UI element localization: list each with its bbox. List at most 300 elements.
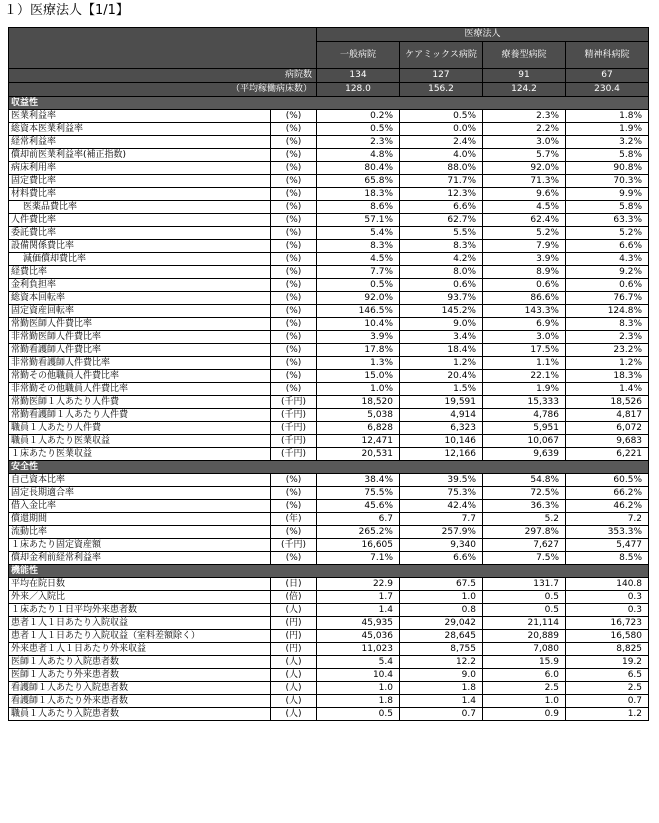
value-cell: 4.5% (317, 253, 400, 266)
table-row (9, 201, 649, 214)
value-cell: 0.5 (483, 591, 566, 604)
value-cell: 16,723 (566, 617, 649, 630)
table-row (9, 448, 649, 461)
value-cell: 15,333 (483, 396, 566, 409)
row-unit: (%) (271, 487, 317, 500)
value-cell: 124.8% (566, 305, 649, 318)
value-cell: 9.6% (483, 188, 566, 201)
table-row (9, 513, 649, 526)
header-group-label: 医療法人 (317, 28, 649, 42)
header-group-row (9, 28, 649, 42)
row-label: 固定費比率 (9, 175, 271, 188)
value-cell: 46.2% (566, 500, 649, 513)
value-cell: 1.4 (400, 695, 483, 708)
value-cell: 8.5% (566, 552, 649, 565)
value-cell: 0.8 (400, 604, 483, 617)
row-label: 償却前医業利益率(補正指数) (9, 149, 271, 162)
row-label: 固定資産回転率 (9, 305, 271, 318)
value-cell: 1.0 (483, 695, 566, 708)
section-header-row (9, 565, 649, 578)
value-cell: 6.6% (400, 552, 483, 565)
value-cell: 3.4% (400, 331, 483, 344)
value-cell: 7,080 (483, 643, 566, 656)
value-cell: 19.2 (566, 656, 649, 669)
table-row (9, 526, 649, 539)
row-unit: (%) (271, 500, 317, 513)
row-unit: (%) (271, 305, 317, 318)
value-cell: 297.8% (483, 526, 566, 539)
value-cell: 10.4% (317, 318, 400, 331)
table-row (9, 552, 649, 565)
avg-beds-value: 156.2 (400, 83, 483, 97)
table-body (9, 28, 649, 721)
row-label: 委託費比率 (9, 227, 271, 240)
value-cell: 4,817 (566, 409, 649, 422)
row-label: 経費比率 (9, 266, 271, 279)
row-unit: (人) (271, 708, 317, 721)
value-cell: 2.5 (566, 682, 649, 695)
row-label: 金利負担率 (9, 279, 271, 292)
value-cell: 17.5% (483, 344, 566, 357)
value-cell: 0.6% (483, 279, 566, 292)
value-cell: 63.3% (566, 214, 649, 227)
row-label: 常勤看護師人件費比率 (9, 344, 271, 357)
value-cell: 92.0% (483, 162, 566, 175)
value-cell: 6,221 (566, 448, 649, 461)
value-cell: 145.2% (400, 305, 483, 318)
table-row (9, 227, 649, 240)
value-cell: 1.8 (400, 682, 483, 695)
value-cell: 18,520 (317, 396, 400, 409)
value-cell: 20,531 (317, 448, 400, 461)
table-row (9, 136, 649, 149)
table-row (9, 604, 649, 617)
value-cell: 2.3% (483, 110, 566, 123)
value-cell: 9,639 (483, 448, 566, 461)
row-unit: (年) (271, 513, 317, 526)
table-row (9, 370, 649, 383)
table-row (9, 708, 649, 721)
value-cell: 0.5 (317, 708, 400, 721)
section-title: 機能性 (9, 565, 649, 578)
value-cell: 8.9% (483, 266, 566, 279)
value-cell: 62.4% (483, 214, 566, 227)
value-cell: 6.0 (483, 669, 566, 682)
value-cell: 1.9% (566, 123, 649, 136)
table-row (9, 110, 649, 123)
table-row (9, 396, 649, 409)
row-unit: (%) (271, 123, 317, 136)
value-cell: 12,166 (400, 448, 483, 461)
row-unit: (%) (271, 526, 317, 539)
row-unit: (千円) (271, 409, 317, 422)
row-label: 平均在院日数 (9, 578, 271, 591)
row-unit: (%) (271, 162, 317, 175)
row-label: 常勤医師１人あたり人件費 (9, 396, 271, 409)
row-label: 流動比率 (9, 526, 271, 539)
value-cell: 6.9% (483, 318, 566, 331)
row-unit: (%) (271, 370, 317, 383)
value-cell: 4.3% (566, 253, 649, 266)
value-cell: 5.2% (483, 227, 566, 240)
value-cell: 16,580 (566, 630, 649, 643)
value-cell: 12.3% (400, 188, 483, 201)
value-cell: 3.2% (566, 136, 649, 149)
row-label: 減価償却費比率 (9, 253, 271, 266)
value-cell: 18.3% (317, 188, 400, 201)
section-header-row (9, 97, 649, 110)
value-cell: 71.7% (400, 175, 483, 188)
value-cell: 65.8% (317, 175, 400, 188)
value-cell: 1.2 (566, 708, 649, 721)
row-unit: (%) (271, 552, 317, 565)
value-cell: 12,471 (317, 435, 400, 448)
value-cell: 146.5% (317, 305, 400, 318)
value-cell: 9,340 (400, 539, 483, 552)
avg-beds-label: （平均稼働病床数） (9, 83, 317, 97)
table-row (9, 409, 649, 422)
row-unit: (%) (271, 227, 317, 240)
row-label: 常勤その他職員人件費比率 (9, 370, 271, 383)
row-unit: (%) (271, 344, 317, 357)
value-cell: 0.7 (566, 695, 649, 708)
value-cell: 6.6% (400, 201, 483, 214)
row-label: 償還期間 (9, 513, 271, 526)
row-unit: (千円) (271, 396, 317, 409)
row-unit: (%) (271, 357, 317, 370)
row-label: 患者１人１日あたり入院収益（室料差額除く） (9, 630, 271, 643)
value-cell: 0.9 (483, 708, 566, 721)
value-cell: 75.5% (317, 487, 400, 500)
value-cell: 0.3 (566, 591, 649, 604)
value-cell: 39.5% (400, 474, 483, 487)
value-cell: 1.0% (317, 383, 400, 396)
value-cell: 70.3% (566, 175, 649, 188)
row-label: 償却金利前経常利益率 (9, 552, 271, 565)
row-unit: (%) (271, 266, 317, 279)
value-cell: 15.9 (483, 656, 566, 669)
value-cell: 131.7 (483, 578, 566, 591)
column-header: ケアミックス病院 (400, 42, 483, 69)
table-row (9, 617, 649, 630)
value-cell: 86.6% (483, 292, 566, 305)
table-row (9, 682, 649, 695)
table-row (9, 422, 649, 435)
row-label: １床あたり１日平均外来患者数 (9, 604, 271, 617)
value-cell: 21,114 (483, 617, 566, 630)
value-cell: 1.7 (317, 591, 400, 604)
value-cell: 18.3% (566, 370, 649, 383)
table-row (9, 123, 649, 136)
value-cell: 0.0% (400, 123, 483, 136)
hospital-count-value: 134 (317, 69, 400, 83)
value-cell: 5.5% (400, 227, 483, 240)
row-unit: (千円) (271, 448, 317, 461)
value-cell: 8,825 (566, 643, 649, 656)
value-cell: 5,038 (317, 409, 400, 422)
row-label: 自己資本比率 (9, 474, 271, 487)
row-label: 固定長期適合率 (9, 487, 271, 500)
row-unit: (%) (271, 110, 317, 123)
table-row (9, 214, 649, 227)
hospital-count-value: 67 (566, 69, 649, 83)
table-row (9, 695, 649, 708)
value-cell: 7.9% (483, 240, 566, 253)
row-label: 総資本医業利益率 (9, 123, 271, 136)
row-unit: (千円) (271, 539, 317, 552)
column-header: 一般病院 (317, 42, 400, 69)
row-label: 総資本回転率 (9, 292, 271, 305)
table-row (9, 435, 649, 448)
section-title: 収益性 (9, 97, 649, 110)
value-cell: 4,914 (400, 409, 483, 422)
value-cell: 1.9% (483, 383, 566, 396)
value-cell: 5.2% (566, 227, 649, 240)
value-cell: 8.0% (400, 266, 483, 279)
value-cell: 5,951 (483, 422, 566, 435)
value-cell: 8.6% (317, 201, 400, 214)
value-cell: 6.7 (317, 513, 400, 526)
value-cell: 9.0 (400, 669, 483, 682)
row-unit: (%) (271, 149, 317, 162)
value-cell: 7,627 (483, 539, 566, 552)
value-cell: 20,889 (483, 630, 566, 643)
column-header: 精神科病院 (566, 42, 649, 69)
value-cell: 57.1% (317, 214, 400, 227)
row-unit: (人) (271, 656, 317, 669)
section-title: 安全性 (9, 461, 649, 474)
row-label: 病床利用率 (9, 162, 271, 175)
value-cell: 7.7 (400, 513, 483, 526)
value-cell: 93.7% (400, 292, 483, 305)
row-label: 患者１人１日あたり入院収益 (9, 617, 271, 630)
value-cell: 6,828 (317, 422, 400, 435)
section-header-row (9, 461, 649, 474)
row-label: 医師１人あたり入院患者数 (9, 656, 271, 669)
value-cell: 0.3 (566, 604, 649, 617)
row-label: 材料費比率 (9, 188, 271, 201)
hospital-count-row (9, 69, 649, 83)
row-label: 職員１人あたり医業収益 (9, 435, 271, 448)
row-unit: (%) (271, 292, 317, 305)
value-cell: 8.3% (317, 240, 400, 253)
row-label: 非常勤医師人件費比率 (9, 331, 271, 344)
value-cell: 265.2% (317, 526, 400, 539)
row-label: 借入金比率 (9, 500, 271, 513)
row-label: 医師１人あたり外来患者数 (9, 669, 271, 682)
row-unit: (円) (271, 617, 317, 630)
value-cell: 2.3% (317, 136, 400, 149)
value-cell: 90.8% (566, 162, 649, 175)
table-row (9, 669, 649, 682)
value-cell: 353.3% (566, 526, 649, 539)
row-label: 人件費比率 (9, 214, 271, 227)
value-cell: 16,605 (317, 539, 400, 552)
value-cell: 3.9% (483, 253, 566, 266)
value-cell: 1.4% (566, 383, 649, 396)
value-cell: 80.4% (317, 162, 400, 175)
avg-beds-value: 128.0 (317, 83, 400, 97)
row-label: 非常勤看護師人件費比率 (9, 357, 271, 370)
value-cell: 75.3% (400, 487, 483, 500)
table-row (9, 344, 649, 357)
page-title: １）医療法人【1/1】 (4, 3, 129, 18)
value-cell: 5.4 (317, 656, 400, 669)
value-cell: 4.0% (400, 149, 483, 162)
value-cell: 5.8% (566, 149, 649, 162)
row-label: １床あたり医業収益 (9, 448, 271, 461)
row-unit: (千円) (271, 422, 317, 435)
table-row (9, 279, 649, 292)
value-cell: 10.4 (317, 669, 400, 682)
value-cell: 1.8 (317, 695, 400, 708)
row-label: 職員１人あたり人件費 (9, 422, 271, 435)
row-unit: (%) (271, 136, 317, 149)
value-cell: 6.6% (566, 240, 649, 253)
row-unit: (人) (271, 604, 317, 617)
row-label: 医薬品費比率 (9, 201, 271, 214)
table-row (9, 292, 649, 305)
row-unit: (%) (271, 201, 317, 214)
value-cell: 8.3% (400, 240, 483, 253)
value-cell: 143.3% (483, 305, 566, 318)
hospital-count-value: 91 (483, 69, 566, 83)
row-label: 職員１人あたり入院患者数 (9, 708, 271, 721)
value-cell: 22.9 (317, 578, 400, 591)
value-cell: 0.7 (400, 708, 483, 721)
value-cell: 7.7% (317, 266, 400, 279)
value-cell: 23.2% (566, 344, 649, 357)
value-cell: 1.1% (483, 357, 566, 370)
row-label: 非常勤その他職員人件費比率 (9, 383, 271, 396)
value-cell: 76.7% (566, 292, 649, 305)
table-row (9, 591, 649, 604)
value-cell: 1.4 (317, 604, 400, 617)
value-cell: 17.8% (317, 344, 400, 357)
value-cell: 0.5% (317, 279, 400, 292)
value-cell: 0.5% (400, 110, 483, 123)
value-cell: 0.5 (483, 604, 566, 617)
row-label: １床あたり固定資産額 (9, 539, 271, 552)
row-label: 看護師１人あたり入院患者数 (9, 682, 271, 695)
avg-beds-value: 124.2 (483, 83, 566, 97)
value-cell: 3.0% (483, 331, 566, 344)
value-cell: 12.2 (400, 656, 483, 669)
table-row (9, 656, 649, 669)
value-cell: 1.0 (317, 682, 400, 695)
row-unit: (人) (271, 669, 317, 682)
value-cell: 1.0 (400, 591, 483, 604)
value-cell: 72.5% (483, 487, 566, 500)
value-cell: 1.3% (317, 357, 400, 370)
value-cell: 5.4% (317, 227, 400, 240)
value-cell: 66.2% (566, 487, 649, 500)
column-header: 療養型病院 (483, 42, 566, 69)
value-cell: 5,477 (566, 539, 649, 552)
value-cell: 7.1% (317, 552, 400, 565)
row-unit: (円) (271, 643, 317, 656)
value-cell: 10,067 (483, 435, 566, 448)
value-cell: 2.3% (566, 331, 649, 344)
value-cell: 9.0% (400, 318, 483, 331)
row-label: 外来患者１人１日あたり外来収益 (9, 643, 271, 656)
value-cell: 8,755 (400, 643, 483, 656)
row-label: 看護師１人あたり外来患者数 (9, 695, 271, 708)
row-label: 経常利益率 (9, 136, 271, 149)
header-blank-cell (9, 28, 317, 69)
value-cell: 9.2% (566, 266, 649, 279)
table-row (9, 643, 649, 656)
table-row (9, 318, 649, 331)
value-cell: 29,042 (400, 617, 483, 630)
value-cell: 3.0% (483, 136, 566, 149)
table-row (9, 474, 649, 487)
table-row (9, 240, 649, 253)
value-cell: 18.4% (400, 344, 483, 357)
table-row (9, 305, 649, 318)
value-cell: 6,323 (400, 422, 483, 435)
row-unit: (%) (271, 279, 317, 292)
table-row (9, 357, 649, 370)
hospital-count-value: 127 (400, 69, 483, 83)
value-cell: 9.9% (566, 188, 649, 201)
value-cell: 22.1% (483, 370, 566, 383)
value-cell: 67.5 (400, 578, 483, 591)
value-cell: 4.5% (483, 201, 566, 214)
table-row (9, 162, 649, 175)
avg-beds-value: 230.4 (566, 83, 649, 97)
value-cell: 5.7% (483, 149, 566, 162)
value-cell: 7.5% (483, 552, 566, 565)
row-unit: (%) (271, 240, 317, 253)
value-cell: 19,591 (400, 396, 483, 409)
table-row (9, 331, 649, 344)
value-cell: 4,786 (483, 409, 566, 422)
avg-beds-row (9, 83, 649, 97)
value-cell: 71.3% (483, 175, 566, 188)
value-cell: 4.8% (317, 149, 400, 162)
value-cell: 42.4% (400, 500, 483, 513)
value-cell: 5.8% (566, 201, 649, 214)
value-cell: 6.5 (566, 669, 649, 682)
row-label: 設備関係費比率 (9, 240, 271, 253)
value-cell: 1.2% (400, 357, 483, 370)
table-row (9, 383, 649, 396)
value-cell: 0.5% (317, 123, 400, 136)
value-cell: 1.2% (566, 357, 649, 370)
value-cell: 4.2% (400, 253, 483, 266)
row-label: 常勤看護師１人あたり人件費 (9, 409, 271, 422)
table-row (9, 539, 649, 552)
row-unit: (円) (271, 630, 317, 643)
row-unit: (千円) (271, 435, 317, 448)
table-row (9, 175, 649, 188)
table-row (9, 630, 649, 643)
value-cell: 28,645 (400, 630, 483, 643)
row-unit: (%) (271, 383, 317, 396)
row-unit: (%) (271, 253, 317, 266)
value-cell: 20.4% (400, 370, 483, 383)
financial-indicators-table (8, 27, 649, 721)
row-unit: (日) (271, 578, 317, 591)
value-cell: 2.4% (400, 136, 483, 149)
value-cell: 18,526 (566, 396, 649, 409)
table-row (9, 500, 649, 513)
row-unit: (%) (271, 214, 317, 227)
value-cell: 8.3% (566, 318, 649, 331)
value-cell: 0.2% (317, 110, 400, 123)
value-cell: 38.4% (317, 474, 400, 487)
